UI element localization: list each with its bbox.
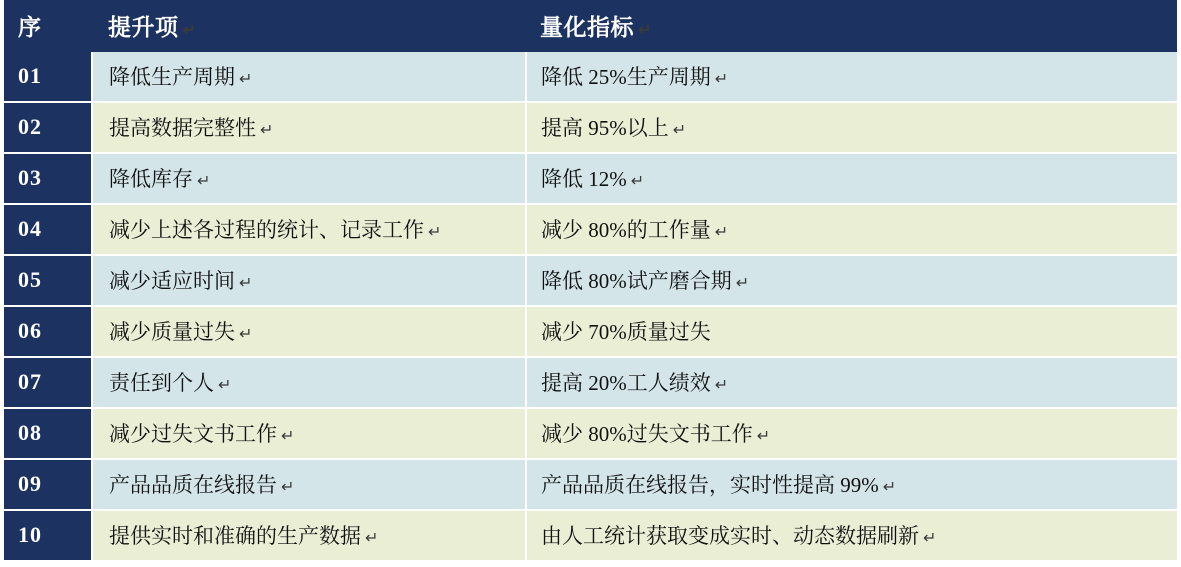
table-row [4, 204, 1177, 255]
paragraph-mark-icon: ↵ [182, 22, 197, 39]
row-metric-text: 降低 12% [541, 167, 627, 191]
paragraph-mark-icon: ↵ [239, 275, 253, 292]
row-item [92, 153, 526, 204]
row-seq: 01 [4, 52, 92, 102]
row-metric-text: 减少 80%的工作量 [541, 218, 711, 242]
row-item [92, 510, 526, 561]
row-item [92, 459, 526, 510]
table-row [4, 510, 1177, 561]
row-metric-text: 提高 95%以上 [541, 116, 669, 140]
row-seq: 08 [4, 408, 92, 459]
paragraph-mark-icon: ↵ [281, 479, 295, 496]
column-header-seq-text: 序 [18, 15, 42, 40]
row-item [92, 102, 526, 153]
row-metric-text: 减少 70%质量过失 [541, 320, 711, 344]
table-header-row [4, 0, 1177, 52]
row-seq: 04 [4, 204, 92, 255]
improvement-table [4, 0, 1177, 562]
row-item [92, 306, 526, 357]
row-item-text: 降低库存 [109, 167, 193, 191]
table-row [4, 306, 1177, 357]
row-item-text: 产品品质在线报告 [109, 473, 277, 497]
row-metric-text: 提高 20%工人绩效 [541, 371, 711, 395]
paragraph-mark-icon: ↵ [630, 173, 645, 190]
paragraph-mark-icon: ↵ [365, 530, 379, 547]
column-header-metric [526, 0, 1177, 52]
row-metric [526, 153, 1177, 204]
row-metric [526, 408, 1177, 459]
row-metric [526, 52, 1177, 102]
paragraph-mark-icon: ↵ [735, 275, 750, 292]
table-row [4, 153, 1177, 204]
column-header-item [92, 0, 526, 52]
table-row [4, 102, 1177, 153]
row-item-text: 减少上述各过程的统计、记录工作 [109, 218, 424, 242]
paragraph-mark-icon: ↵ [714, 224, 729, 241]
paragraph-mark-icon: ↵ [756, 428, 771, 445]
paragraph-mark-icon: ↵ [260, 122, 274, 139]
paragraph-mark-icon: ↵ [428, 224, 442, 241]
table-body [4, 52, 1177, 561]
table-header [4, 0, 1177, 52]
row-item-text: 减少质量过失 [109, 320, 235, 344]
row-item-text: 减少适应时间 [109, 269, 235, 293]
row-metric [526, 306, 1177, 357]
paragraph-mark-icon: ↵ [239, 326, 253, 343]
paragraph-mark-icon: ↵ [239, 71, 253, 88]
column-header-metric-text: 量化指标 [540, 15, 634, 40]
row-metric [526, 459, 1177, 510]
row-item-text: 降低生产周期 [109, 65, 235, 89]
row-metric [526, 204, 1177, 255]
row-metric [526, 255, 1177, 306]
paragraph-mark-icon: ↵ [714, 71, 729, 88]
column-header-item-text: 提升项 [108, 15, 179, 40]
paragraph-mark-icon: ↵ [218, 377, 232, 394]
row-item [92, 408, 526, 459]
row-item-text: 提供实时和准确的生产数据 [109, 524, 361, 548]
row-metric-text: 降低 25%生产周期 [541, 65, 711, 89]
row-seq: 03 [4, 153, 92, 204]
row-seq: 10 [4, 510, 92, 561]
row-metric-text: 产品品质在线报告，实时性提高 99% [541, 473, 879, 497]
table-row [4, 408, 1177, 459]
paragraph-mark-icon: ↵ [672, 122, 687, 139]
row-item [92, 204, 526, 255]
row-seq: 02 [4, 102, 92, 153]
row-item [92, 357, 526, 408]
row-metric-text: 降低 80%试产磨合期 [541, 269, 732, 293]
table-row [4, 459, 1177, 510]
row-item-text: 提高数据完整性 [109, 116, 256, 140]
table-row [4, 255, 1177, 306]
row-item [92, 255, 526, 306]
row-metric [526, 102, 1177, 153]
row-item-text: 减少过失文书工作 [109, 422, 277, 446]
paragraph-mark-icon: ↵ [197, 173, 211, 190]
row-metric-text: 由人工统计获取变成实时、动态数据刷新 [541, 524, 919, 548]
column-header-seq [4, 0, 92, 52]
row-metric-text: 减少 80%过失文书工作 [541, 422, 753, 446]
row-seq: 09 [4, 459, 92, 510]
row-item [92, 52, 526, 102]
row-seq: 06 [4, 306, 92, 357]
table-row [4, 52, 1177, 102]
paragraph-mark-icon: ↵ [923, 530, 937, 547]
table-row [4, 357, 1177, 408]
row-metric [526, 357, 1177, 408]
paragraph-mark-icon: ↵ [882, 479, 897, 496]
row-seq: 05 [4, 255, 92, 306]
row-metric [526, 510, 1177, 561]
paragraph-mark-icon: ↵ [281, 428, 295, 445]
paragraph-mark-icon: ↵ [714, 377, 729, 394]
paragraph-mark-icon: ↵ [638, 22, 652, 39]
row-seq: 07 [4, 357, 92, 408]
row-item-text: 责任到个人 [109, 371, 214, 395]
